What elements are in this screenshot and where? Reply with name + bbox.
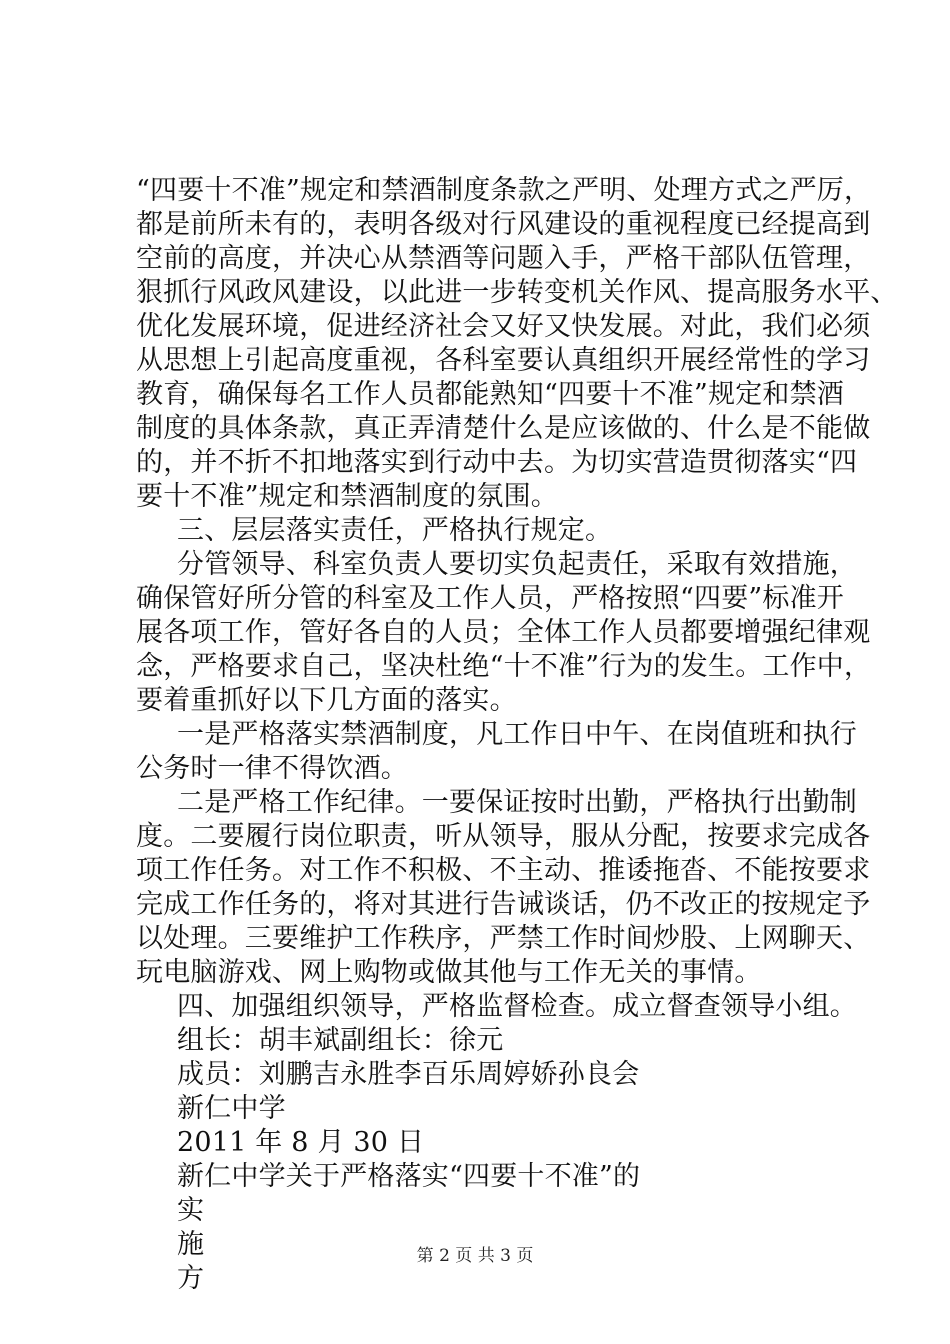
text-line: 空前的高度，并决心从禁酒等问题入手，严格干部队伍管理， <box>136 243 871 274</box>
text-line: 狠抓行风政风建设，以此进一步转变机关作风、提高服务水平、 <box>136 277 898 308</box>
text-line: 以处理。三要维护工作秩序，严禁工作时间炒股、上网聊天、 <box>136 923 871 954</box>
text-line: 要十不准”规定和禁酒制度的氛围。 <box>136 481 559 512</box>
document-date: 2011 年 8 月 30 日 <box>177 1127 425 1158</box>
section-heading: 四、加强组织领导，严格监督检查。成立督查领导小组。 <box>177 991 857 1022</box>
section-heading: 三、层层落实责任，严格执行规定。 <box>177 515 613 546</box>
text-line: 一是严格落实禁酒制度，凡工作日中午、在岗值班和执行 <box>177 719 857 750</box>
text-line: 教育，确保每名工作人员都能熟知“四要十不准”规定和禁酒 <box>136 379 845 410</box>
text-line: 度。二要履行岗位职责，听从领导，服从分配，按要求完成各 <box>136 821 871 852</box>
group-members-line: 成员：刘鹏吉永胜李百乐周婷娇孙良会 <box>177 1059 640 1090</box>
school-name: 新仁中学 <box>177 1093 286 1124</box>
text-line: 玩电脑游戏、网上购物或做其他与工作无关的事情。 <box>136 957 762 988</box>
text-line: 制度的具体条款，真正弄清楚什么是应该做的、什么是不能做 <box>136 413 871 444</box>
text-line: 二是严格工作纪律。一要保证按时出勤，严格执行出勤制 <box>177 787 857 818</box>
text-line: 公务时一律不得饮酒。 <box>136 753 408 784</box>
text-line: 完成工作任务的，将对其进行告诫谈话，仍不改正的按规定予 <box>136 889 871 920</box>
page-number-footer: 第 2 页 共 3 页 <box>416 1246 534 1266</box>
document-body <box>136 174 898 1296</box>
text-line: 优化发展环境，促进经济社会又好又快发展。对此，我们必须 <box>136 311 871 342</box>
title-char: 施 <box>177 1229 205 1260</box>
title-char: 实 <box>177 1195 205 1226</box>
text-line: 确保管好所分管的科室及工作人员，严格按照“四要”标准开 <box>136 583 845 614</box>
text-line: 项工作任务。对工作不积极、不主动、推诿拖沓、不能按要求 <box>136 855 871 886</box>
text-line: 展各项工作，管好各自的人员；全体工作人员都要增强纪律观 <box>136 617 871 648</box>
text-line: 从思想上引起高度重视，各科室要认真组织开展经常性的学习 <box>136 345 871 376</box>
text-line: 要着重抓好以下几方面的落实。 <box>136 685 517 716</box>
text-line: 的，并不折不扣地落实到行动中去。为切实营造贯彻落实“四 <box>136 447 858 478</box>
group-leader-line: 组长：胡丰斌副组长：徐元 <box>177 1025 504 1056</box>
text-line: 都是前所未有的，表明各级对行风建设的重视程度已经提高到 <box>136 209 871 240</box>
text-line: 念，严格要求自己，坚决杜绝“十不准”行为的发生。工作中， <box>136 651 872 682</box>
text-line: “四要十不准”规定和禁酒制度条款之严明、处理方式之严厉， <box>136 175 872 206</box>
title-char: 方 <box>177 1263 205 1294</box>
text-line: 分管领导、科室负责人要切实负起责任，采取有效措施， <box>177 549 857 580</box>
document-title: 新仁中学关于严格落实“四要十不准”的 <box>177 1161 641 1192</box>
